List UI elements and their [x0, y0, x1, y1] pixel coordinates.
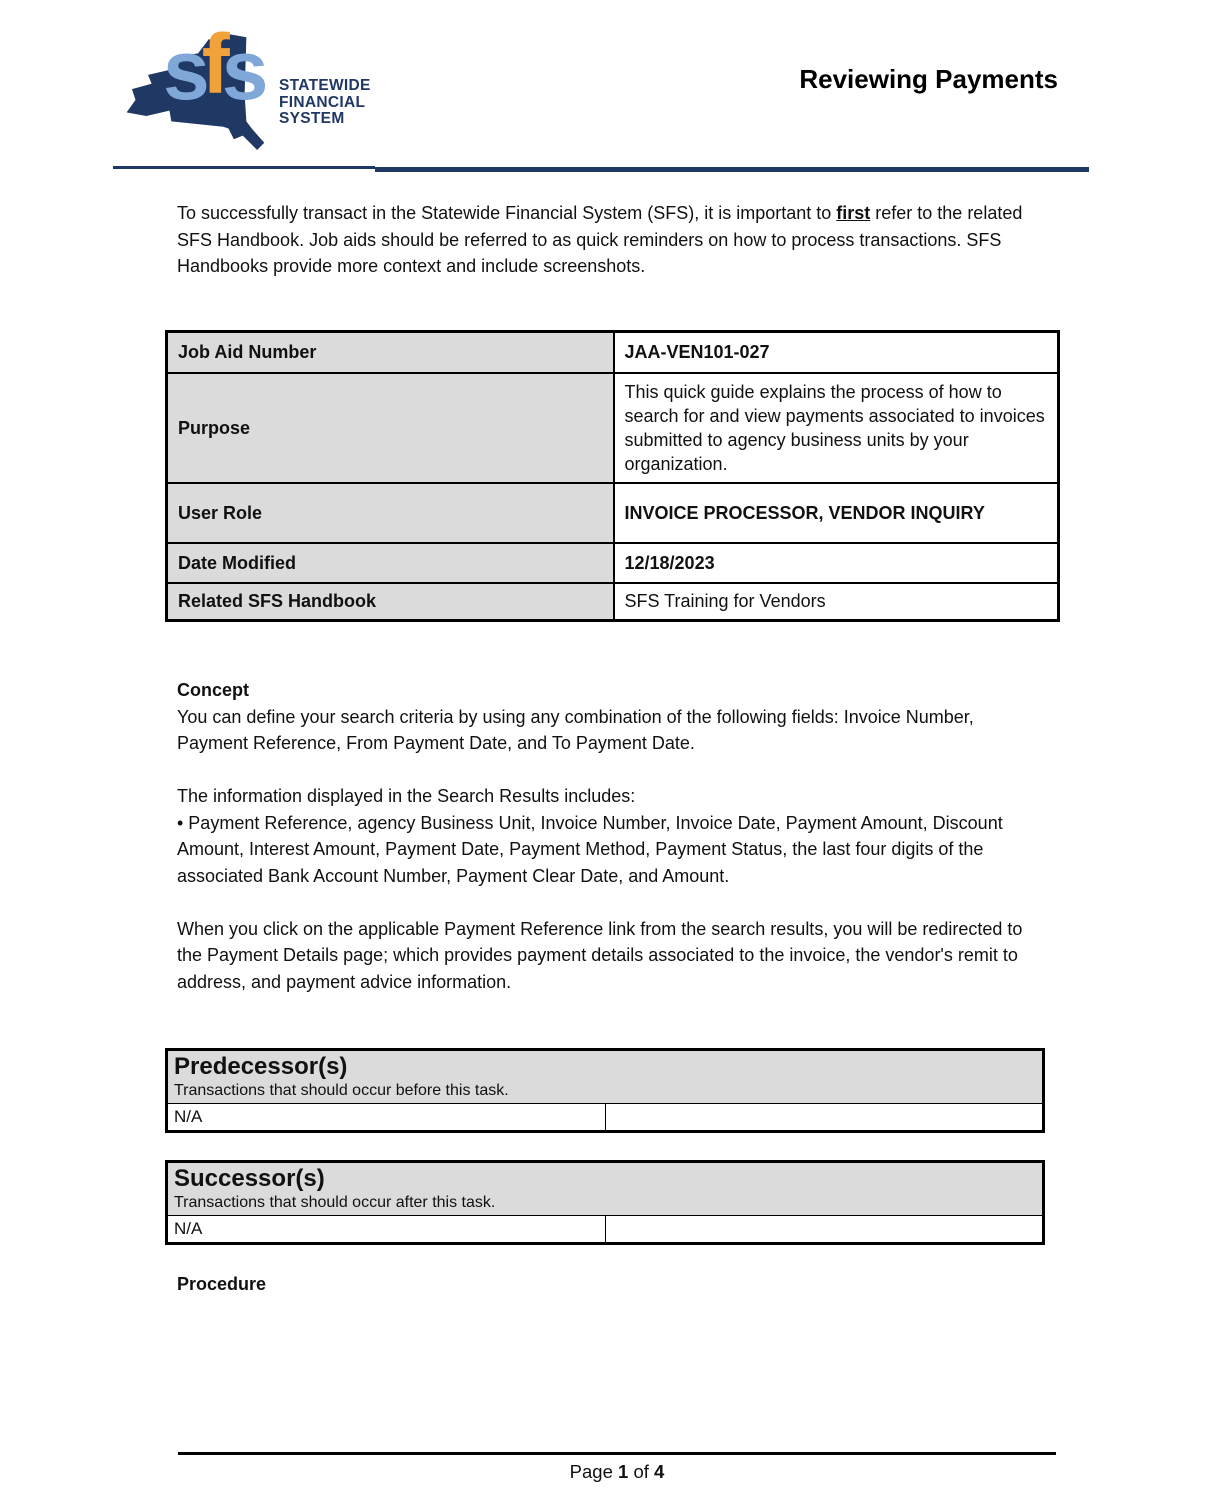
logo-letter-f: f: [201, 17, 222, 111]
table-row-purpose: [167, 373, 1059, 483]
logo-letters: [163, 17, 261, 117]
header-rule: [113, 165, 1089, 172]
row-label: User Role: [167, 483, 614, 543]
concept-bullet-paragraph: • Payment Reference, agency Business Unit, Invoice Number, Invoice Date, Payment Amount, Discount Amount, Interest Amount, Payment Date, Payment Method, Payment Status, the last four digits of the associated Bank Account Number, Payment Clear Date, and Amount.: [177, 812, 1003, 886]
emphasis-first-word: first: [836, 203, 871, 223]
footer-page-number: 1: [618, 1461, 629, 1482]
concept-search-results-intro: The information displayed in the Search Results includes:: [177, 786, 636, 806]
table-row-user-role: [167, 483, 1059, 543]
logo-wordmark-line3: SYSTEM: [279, 110, 345, 127]
procedure-heading: Procedure: [177, 1274, 267, 1294]
successors-value: N/A: [167, 1216, 606, 1244]
row-label: Related SFS Handbook: [167, 583, 614, 621]
row-value: JAA-VEN101-027: [614, 332, 1059, 373]
successors-empty-cell: [605, 1216, 1044, 1244]
successors-value-row: [167, 1216, 1044, 1244]
logo-letter-s1: s: [163, 23, 202, 117]
successors-header-cell: [167, 1162, 1044, 1216]
successors-subtitle: Transactions that should occur after this task.: [174, 1194, 496, 1211]
header-rule-right-segment: [375, 167, 1089, 172]
successors-header-row: [167, 1162, 1044, 1216]
logo-wordmark: [279, 78, 371, 128]
page-title: Reviewing Payments: [799, 64, 1058, 94]
predecessors-empty-cell: [605, 1104, 1044, 1132]
job-aid-info-table: [165, 330, 1060, 622]
concept-paragraph-3: When you click on the applicable Payment Reference link from the search results, you will be redirected to the Payment Details page; which provides payment details associated to the invoice, the vendor's remit to address, and payment advice information.: [177, 918, 1023, 992]
footer-of-label: of: [628, 1461, 655, 1482]
predecessors-header-cell: [167, 1050, 1044, 1104]
footer-page-prefix: Page: [569, 1461, 619, 1482]
row-label: Date Modified: [167, 543, 614, 583]
row-value: SFS Training for Vendors: [614, 583, 1059, 621]
intro-paragraph: [177, 200, 1045, 280]
predecessors-subtitle: Transactions that should occur before this task.: [174, 1082, 509, 1099]
intro-text-after: refer to the related SFS Handbook. Job aids should be referred to as quick reminders on how to process transactions. SFS Handbooks provide more context and include screenshots.: [177, 203, 1023, 276]
concept-section: [177, 677, 1045, 995]
footer-total-pages: 4: [654, 1461, 665, 1482]
sfs-logo: [113, 17, 403, 172]
predecessors-value-row: [167, 1104, 1044, 1132]
row-label: Job Aid Number: [167, 332, 614, 373]
predecessors-value: N/A: [167, 1104, 606, 1132]
table-row-job-aid-number: [167, 332, 1059, 373]
successors-heading: Successor(s): [174, 1165, 325, 1192]
row-value: This quick guide explains the process of how to search for and view payments associated to invoices submitted to agency business units by your organization.: [614, 373, 1059, 483]
predecessors-table: [165, 1048, 1045, 1133]
logo-wordmark-line2: FINANCIAL: [279, 93, 366, 111]
predecessors-header-row: [167, 1050, 1044, 1104]
row-value: 12/18/2023: [614, 543, 1059, 583]
successors-table: [165, 1160, 1045, 1245]
table-row-date-modified: [167, 543, 1059, 583]
predecessors-heading: Predecessor(s): [174, 1053, 348, 1080]
paragraph-spacer: [177, 889, 1045, 916]
footer-rule: [178, 1452, 1056, 1455]
header-rule-left-segment: [113, 166, 375, 169]
logo-letter-s2: s: [221, 23, 261, 117]
paragraph-spacer: [177, 757, 1045, 784]
intro-text-before: To successfully transact in the Statewide Financial System (SFS), it is important to: [177, 203, 837, 223]
concept-paragraph-1: You can define your search criteria by using any combination of the following fields: Invoice Number, Payment Reference, From Payment Date, and To Payment Date.: [177, 706, 974, 753]
row-label: Purpose: [167, 373, 614, 483]
concept-heading: Concept: [177, 680, 249, 700]
table-row-related-handbook: [167, 583, 1059, 621]
page-footer: [178, 1461, 1056, 1483]
logo-wordmark-line1: STATEWIDE: [279, 77, 371, 94]
row-value: INVOICE PROCESSOR, VENDOR INQUIRY: [614, 483, 1059, 543]
